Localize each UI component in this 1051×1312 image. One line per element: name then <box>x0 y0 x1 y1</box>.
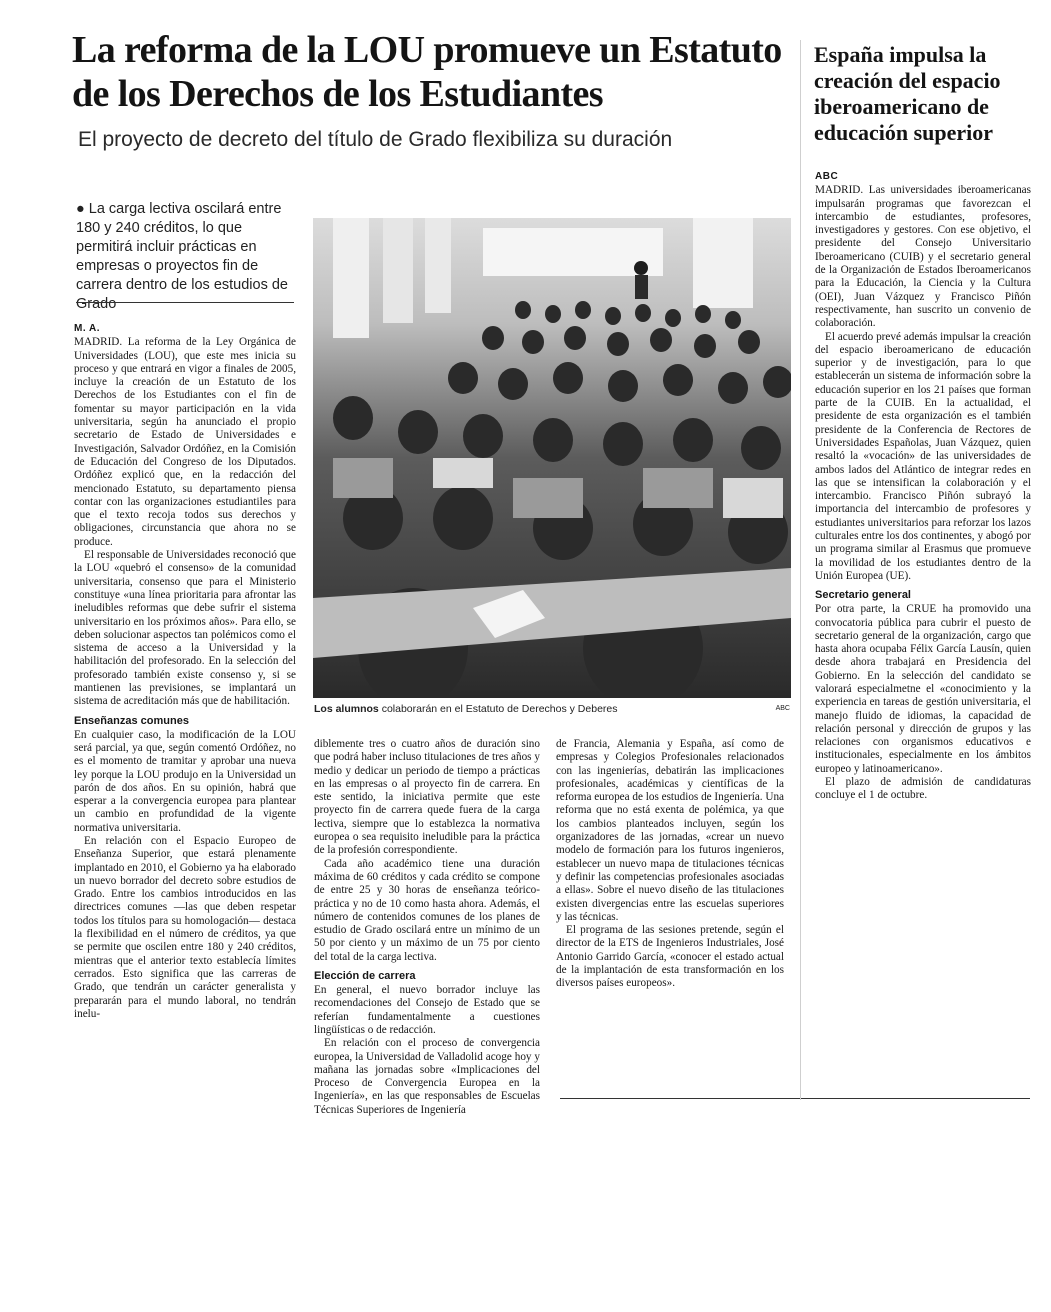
paragraph: El plazo de admisión de candidaturas concluye el 1 de octubre. <box>815 776 1031 802</box>
subhead-eleccion-de-carrera: Elección de carrera <box>314 970 416 983</box>
paragraph: En relación con el Espacio Europeo de Enseñanza Superior, que estará plenamente implantado en 2010, el Gobierno ya ha elaborado un nuevo borrador del decreto sobre estudios de Grado. Entre los cambios introducidos en las directrices comunes —las que deben respetar todos los títulos para su homologación— destaca la flexibilidad en el número de créditos, ya que se permite que oscilen entre 180 y 240 créditos, mientras que el anterior texto establecía límites cerrados. Esto significa que las carreras de Grado, que tendrán un carácter generalista y prepararán para el mundo laboral, no tendrán inelu- <box>74 834 296 1020</box>
photo-credit: ABC <box>775 705 790 712</box>
paragraph: En relación con el proceso de convergencia europea, la Universidad de Valladolid acoge hoy y mañana las jornadas sobre «Implicaciones del Proceso de Convergencia Europea en la Ingeniería», en las que responsables de Escuelas Técnicas Superiores de Ingeniería <box>314 1037 540 1116</box>
subhead-ensenanzas-comunes: Enseñanzas comunes <box>74 714 189 727</box>
paragraph: El programa de las sesiones pretende, según el director de la ETS de Ingenieros Industriales, José Antonio Garrido García, «conocer el estado actual de la implantación de esta transformación en los diversos países europeos». <box>556 924 784 990</box>
main-column-1 <box>74 322 296 1021</box>
paragraph: El acuerdo prevé además impulsar la creación del espacio iberoamericano de educación superior y de investigación, para lo que establecerán un sistema de información sobre la educación superior en los 21 países que forman parte de la CUIB. En la actualidad, el presidente de esta organización es el también presidente de la Conferencia de Rectores de Universidades Españolas, Juan Vázquez, quien resaltó la «vocación» de las universidades de ambos lados del Atlántico de integrar redes en las que se intensifican la colaboración y el intercambio. Francisco Piñón subrayó la importancia del intercambio de profesores y estudiantes universitarios para reforzar los lazos culturales entre los dos continentes, y abogó por un programa similar al Erasmus que promueve la movilidad de los estudiantes dentro de la Unión Europea (UE). <box>815 330 1031 582</box>
paragraph: En general, el nuevo borrador incluye las recomendaciones del Consejo de Estado que se referían fundamentalmente a cuestiones lingüísticas o de redacción. <box>314 984 540 1036</box>
students-photo-illustration <box>313 218 791 698</box>
paragraph: MADRID. Las universidades iberoamericanas impulsarán programas que favorezcan el intercambio de estudiantes, profesores, investigadores y gestores. Con ese objetivo, el presidente del Consejo Universitario Iberoamericano (CUIB) y el secretario general de la Organización de Estados Iberoamericanos para la Educación, la Ciencia y la Cultura (OEI), Juan Vázquez y Francisco Piñón respectivamente, han suscrito un convenio de colaboración. <box>815 184 1031 330</box>
summary-text: La carga lectiva oscilará entre 180 y 240 créditos, lo que permitirá incluir prácticas en empresas o proyectos fin de carrera dentro de los estudios de Grado <box>76 201 288 312</box>
side-headline: España impulsa la creación del espacio iberoamericano de educación superior <box>814 42 1001 145</box>
paragraph: diblemente tres o cuatro años de duración sino que podrá haber incluso titulaciones de tres años y medio y dedicar un periodo de tiempo a prácticas en las empresas o al proyecto fin de carrera. En este sentido, la iniciativa permite que este proyecto fin de carrera quede fuera de la carga lectiva, siempre que lo establezca la normativa europea o sea requisito ineludible para la práctica de la profesión correspondiente. <box>314 738 540 857</box>
article-summary <box>76 200 294 314</box>
subhead-secretario-general: Secretario general <box>815 589 911 602</box>
paragraph: Por otra parte, la CRUE ha promovido una convocatoria pública para cubrir el puesto de secretario general de la organización, cargo que hasta ahora ocupaba Félix García Lausín, quien desde ahora trabajará en Presidencia del Gobierno. En la selección del candidato se valorará especialmetne el «conocimiento y la experiencia en tareas de gestión universitaria, el manejo fluido de idiomas, la capacidad de relación personal y dirección de grupos y las relaciones con organismos educativos e institucionales, especialmente en los ámbitos europeo y latinoamericano». <box>815 603 1031 775</box>
paragraph: En cualquier caso, la modificación de la LOU será parcial, ya que, según comentó Ordóñez, no es el momento de tramitar y aprobar una nueva ley porque la LOU produjo en la Universidad un parón de dos años. En su opinión, habrá que esperar a la convergencia europea para plantear un cambio en profundidad de la vigente normativa universitaria. <box>74 728 296 834</box>
side-column <box>815 170 1031 803</box>
bullet-icon: ● <box>76 201 85 217</box>
main-subheadline: El proyecto de decreto del título de Grado flexibiliza su duración <box>78 128 673 151</box>
side-byline: ABC <box>815 171 839 182</box>
paragraph: de Francia, Alemania y España, así como de empresas y Colegios Profesionales relacionados con las ingenierías, debatirán las implicaciones profesionales, académicas y científicas de la reforma europea de los estudios de Ingeniería. Una reforma que no está exenta de polémica, ya que los cambios planteados incluyen, según los organizadores de las jornadas, «crear un nuevo modelo de formación para los futuros ingenieros, establecer un nuevo mapa de titulaciones técnicas y definir las competencias profesionales asociadas a ellas». Sobre el nuevo diseño de las titulaciones existen divergencias entre las escuelas superiores y las técnicas. <box>556 738 785 923</box>
main-byline: M. A. <box>74 323 101 334</box>
main-headline: La reforma de la LOU promueve un Estatuto de los Derechos de los Estudiantes <box>72 29 782 115</box>
main-column-2 <box>314 738 540 1117</box>
main-column-3 <box>556 738 784 991</box>
caption-text: colaborarán en el Estatuto de Derechos y Deberes <box>381 703 618 715</box>
paragraph: MADRID. La reforma de la Ley Orgánica de Universidades (LOU), que este mes inicia su proceso y que entrará en vigor a finales de 2005, incluye la creación de un Estatuto de los Derechos de los Estudiantes con el fin de fomentar su mayor participación en la vida universitaria, según ha anunciado el propio secretario de Estado de Universidades e Investigación, Salvador Ordóñez, en la Comisión de Educación del Congreso de los Diputados. Ordóñez explicó que, en la redacción del mencionado Estatuto, su departamento piensa contar con las organizaciones estudiantiles para que el texto recoja todos sus derechos y obligaciones, circunstancia que ahora no se produce. <box>74 336 296 548</box>
summary-divider <box>76 302 294 303</box>
article-end-rule <box>560 1098 1030 1099</box>
paragraph: Cada año académico tiene una duración máxima de 60 créditos y cada crédito se compone de entre 25 y 30 horas de enseñanza teórico-práctica y no de 10 como hasta ahora. Además, el número de contenidos comunes de los planes de estudio de Grado oscilará entre un mínimo de un 50 por ciento y un máximo de un 75 por ciento del total de la carga lectiva. <box>314 857 540 963</box>
column-separator <box>800 40 801 1100</box>
paragraph: El responsable de Universidades reconoció que la LOU «quebró el consenso» de la comunidad universitaria, consenso que para el Ministerio constituye «una línea prioritaria para afrontar las ineludibles reformas que debe sufrir el sistema universitario en los próximos años». Para ello, se deben solucionar aspectos tan polémicos como el sistema de acceso a la Universidad y la habilitación del profesorado. En la selección del profesorado también existe consenso y, si se mantienen las previsiones, se implantará un sistema de acreditación más que de habilitación. <box>74 549 296 708</box>
photo-caption <box>314 703 790 715</box>
caption-bold: Los alumnos <box>314 703 379 715</box>
lecture-hall-photo <box>313 218 791 698</box>
